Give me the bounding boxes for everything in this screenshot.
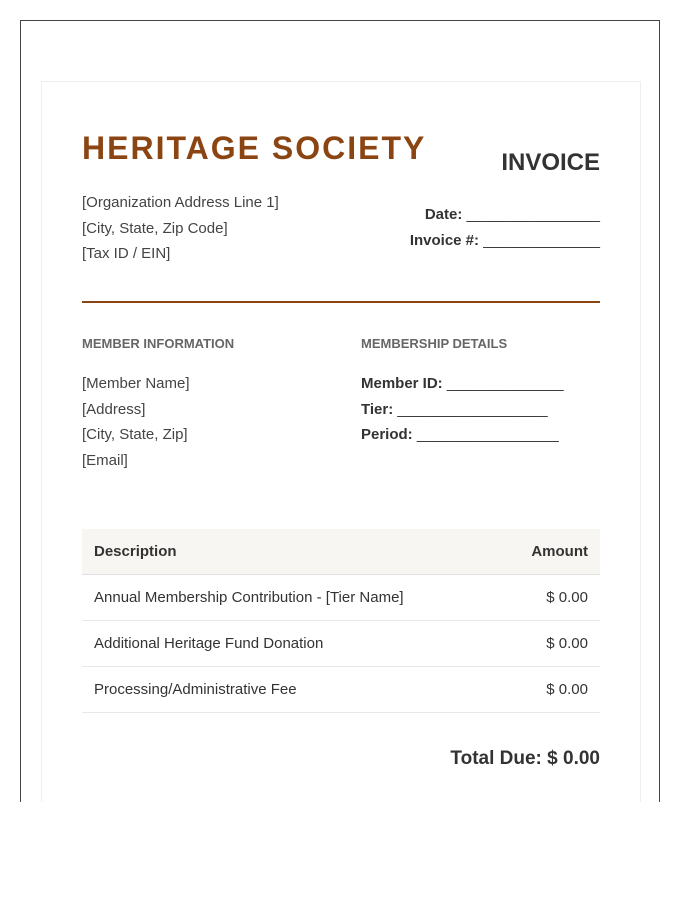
membership-details-title: MEMBERSHIP DETAILS — [361, 336, 508, 351]
org-address-line-1: [Organization Address Line 1] — [82, 194, 279, 211]
member-address: [Address] — [82, 400, 146, 418]
organization-address-block — [82, 190, 279, 267]
tier-row — [361, 397, 564, 423]
invoice-number-row — [410, 228, 600, 254]
date-label: Date: — [424, 206, 463, 223]
invoice-number-label: Invoice #: — [409, 232, 480, 249]
member-information-block — [82, 371, 190, 474]
row-amount: $ 0.00 — [499, 667, 600, 713]
row-description: Additional Heritage Fund Donation — [82, 621, 499, 667]
row-amount: $ 0.00 — [499, 575, 600, 621]
member-information-title: MEMBER INFORMATION — [82, 336, 235, 351]
table-header-row — [82, 529, 600, 575]
row-description: Annual Membership Contribution - [Tier Name] — [82, 575, 499, 621]
org-city-state-zip: [City, State, Zip Code] — [82, 219, 228, 237]
invoice-title: INVOICE — [501, 149, 600, 176]
member-city-state-zip: [City, State, Zip] — [82, 426, 188, 444]
period-label: Period: — [361, 426, 413, 444]
tier-label: Tier: — [361, 400, 394, 418]
membership-details-block — [361, 371, 564, 448]
date-row — [410, 202, 600, 228]
table-row — [82, 575, 600, 621]
total-due: Total Due: $ 0.00 — [450, 748, 600, 769]
column-header-description: Description — [82, 529, 499, 575]
date-field: ________________ — [466, 206, 600, 223]
header-divider — [82, 301, 600, 303]
organization-name: HERITAGE SOCIETY — [82, 130, 427, 166]
period-row — [361, 422, 564, 448]
member-email: [Email] — [82, 452, 128, 470]
row-amount: $ 0.00 — [499, 621, 600, 667]
table-row — [82, 621, 600, 667]
org-tax-id: [Tax ID / EIN] — [82, 245, 171, 262]
line-items-table — [82, 529, 600, 713]
tier-field: __________________ — [397, 400, 548, 418]
period-field: _________________ — [416, 426, 559, 444]
member-id-field: ______________ — [446, 375, 564, 392]
invoice-meta-block — [410, 202, 600, 254]
member-id-row — [361, 371, 564, 397]
member-id-label: Member ID: — [361, 375, 443, 392]
member-name: [Member Name] — [82, 375, 190, 392]
invoice-number-field: ______________ — [483, 232, 600, 249]
table-row — [82, 667, 600, 713]
row-description: Processing/Administrative Fee — [82, 667, 499, 713]
column-header-amount: Amount — [499, 529, 600, 575]
